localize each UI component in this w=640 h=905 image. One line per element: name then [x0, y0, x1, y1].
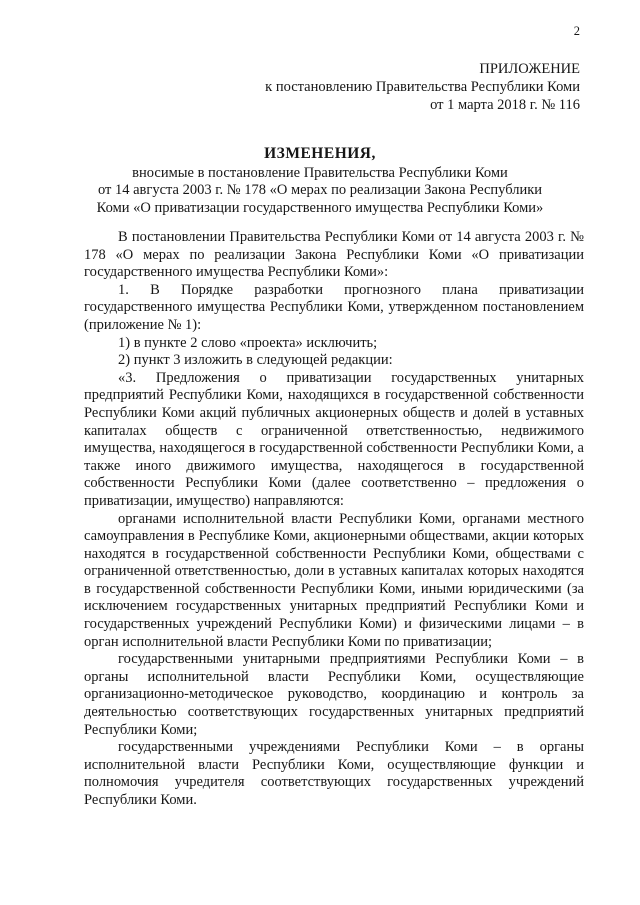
paragraph-senders-authorities: органами исполнительной власти Республики Коми, органами местного самоуправления в Республике Коми, акционерными обществами, акции которых находятся в государственной собственности Республики Коми, обществами с ограниченной ответственностью, доли в уставных капиталах которых находятся в государственной собственности Республики Коми, иными юридическими (за исключением государственных унитарных предприятий Республики Коми и государственных учреждений Республики Коми) и физическими лицами – в орган исполнительной власти Республики Коми по приватизации;	[84, 510, 584, 650]
paragraph-subitem-1: 1) в пункте 2 слово «проекта» исключить;	[118, 334, 378, 351]
paragraph-item-1: 1. В Порядке разработки прогнозного плана приватизации государственного имущества Республики Коми, утвержденном постановлением (приложение № 1):	[84, 281, 584, 333]
paragraph-senders-institutions: государственными учреждениями Республики Коми – в органы исполнительной власти Республики Коми, осуществляющие функции и полномочия учредителя соответствующих государственных учреждений Республики Коми.	[84, 739, 584, 808]
document-header	[80, 145, 560, 217]
header-line-1: вносимые в постановление Правительства Республики Коми	[132, 164, 508, 181]
paragraph-senders-enterprises: государственными унитарными предприятиями Республики Коми – в органы исполнительной власти Республики Коми, осуществляющие организационно-методическое руководство, координацию и контроль за деятельностью соответствующих государственных унитарных предприятий Республики Коми;	[84, 651, 584, 738]
header-line-2: от 14 августа 2003 г. № 178 «О мерах по реализации Закона Республики	[97, 182, 543, 198]
appendix-line-resolution: к постановлению Правительства Республики Коми	[265, 79, 580, 95]
appendix-title: ПРИЛОЖЕНИЕ	[479, 61, 580, 77]
header-line-3: Коми «О приватизации государственного имущества Республики Коми»	[96, 199, 544, 216]
paragraph-clause-3: «3. Предложения о приватизации государственных унитарных предприятий Республики Коми, находящихся в государственной собственности Республики Коми акций публичных акционерных обществ и долей в уставных капиталах обществ с ограниченной ответственностью, недвижимого имущества, находящегося в государственной собственности Республики Коми, а также иного движимого имущества, находящегося в государственной собственности Республики Коми (далее соответственно – предложения о приватизации, имущество) направляются:	[84, 369, 584, 509]
document-title: ИЗМЕНЕНИЯ,	[264, 145, 376, 162]
page-number: 2	[573, 24, 580, 38]
appendix-block	[265, 60, 580, 114]
appendix-line-date: от 1 марта 2018 г. № 116	[430, 97, 580, 113]
paragraph-intro: В постановлении Правительства Республики Коми от 14 августа 2003 г. № 178 «О мерах по реализации Закона Республики Коми «О приватизации государственного имущества Республики Коми»:	[84, 229, 584, 281]
document-body	[84, 229, 584, 810]
paragraph-subitem-2: 2) пункт 3 изложить в следующей редакции:	[118, 352, 393, 369]
